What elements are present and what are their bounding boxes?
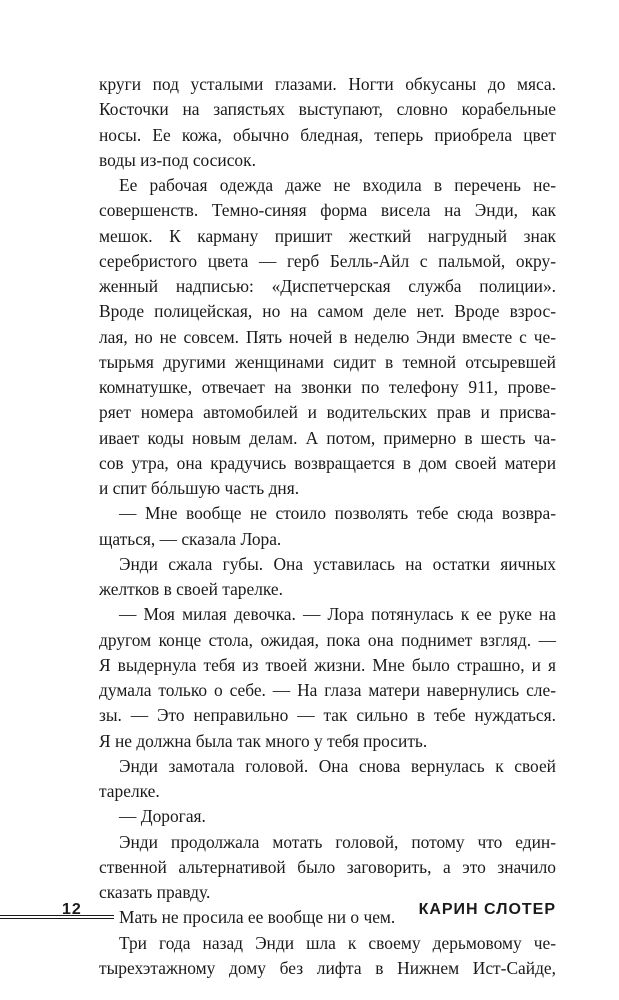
text-line: лая, но не совсем. Пять ночей в неделю Энди вместе с че-	[99, 326, 556, 347]
body-text	[99, 72, 556, 981]
text-line: Ее рабочая одежда даже не входила в перечень не-	[119, 175, 556, 195]
text-line: и спит бóльшую часть дня.	[99, 478, 300, 498]
text-line: тырехэтажному дому без лифта в Нижнем Ист-Сайде,	[99, 957, 556, 978]
text-line: зы. — Это неправильно — так сильно в тебе нуждаться.	[99, 705, 556, 726]
text-line: Косточки на запястьях выступают, словно корабельные	[99, 99, 556, 120]
text-line: тарелке.	[99, 781, 160, 801]
text-line: другом конце стола, ожидая, пока она поднимет взгляд. —	[99, 629, 556, 650]
text-line: круги под усталыми глазами. Ногти обкусаны до мяса.	[99, 74, 556, 94]
text-line: щаться, — сказала Лора.	[99, 528, 282, 549]
text-line: комнатушке, отвечает на звонки по телефону 911, прове-	[99, 377, 556, 397]
footer-rule	[0, 918, 114, 919]
text-line: ственной альтернативой было заговорить, а это значило	[99, 856, 556, 877]
text-line: мешок. К карману пришит жесткий нагрудный знак	[99, 225, 556, 246]
text-line: Три года назад Энди шла к своему дерьмовому че-	[119, 932, 556, 953]
footer-rule	[0, 915, 114, 916]
text-line: Энди замотала головой. Она снова вернулась к своей	[119, 755, 556, 776]
text-line: — Мне вообще не стоило позволять тебе сюда возвра-	[119, 503, 556, 524]
text-line: воды из-под сосисок.	[99, 149, 256, 170]
text-line: Я не должна была так много у тебя просить.	[99, 730, 428, 751]
text-line: Я выдернула тебя из твоей жизни. Мне было страшно, и я	[99, 654, 556, 675]
text-line: женный надписью: «Диспетчерская служба полиции».	[99, 276, 556, 296]
text-line: сов утра, она крадучись возвращается в дом своей матери	[99, 452, 556, 473]
text-line: Вроде полицейская, но на самом деле нет. Вроде взрос-	[99, 301, 556, 322]
text-line: Энди сжала губы. Она уставилась на остатки яичных	[119, 553, 556, 574]
text-line: серебристого цвета — герб Белль-Айл с пальмой, окру-	[99, 250, 556, 271]
text-line: тырьмя другими женщинами сидит в темной отсыревшей	[99, 351, 556, 372]
text-line: совершенств. Темно-синяя форма висела на Энди, как	[99, 200, 556, 221]
text-line: — Моя милая девочка. — Лора потянулась к ее руке на	[119, 604, 556, 625]
text-line: — Дорогая.	[119, 806, 206, 827]
page-number: 12	[62, 901, 82, 918]
text-line: думала только о себе. — На глаза матери навернулись сле-	[99, 680, 556, 700]
text-line: желтков в своей тарелке.	[99, 579, 283, 599]
running-head-author: КАРИН СЛОТЕР	[418, 901, 556, 918]
text-line: Энди продолжала мотать головой, потому что един-	[119, 831, 556, 852]
text-line: ряет номера автомобилей и водительских прав и присва-	[99, 402, 556, 423]
text-line: носы. Ее кожа, обычно бледная, теперь приобрела цвет	[99, 124, 556, 145]
text-line: ивает коды новым делам. А потом, примерно в шесть ча-	[99, 427, 556, 448]
text-line: сказать правду.	[99, 882, 211, 902]
text-line: Мать не просила ее вообще ни о чем.	[119, 907, 396, 928]
